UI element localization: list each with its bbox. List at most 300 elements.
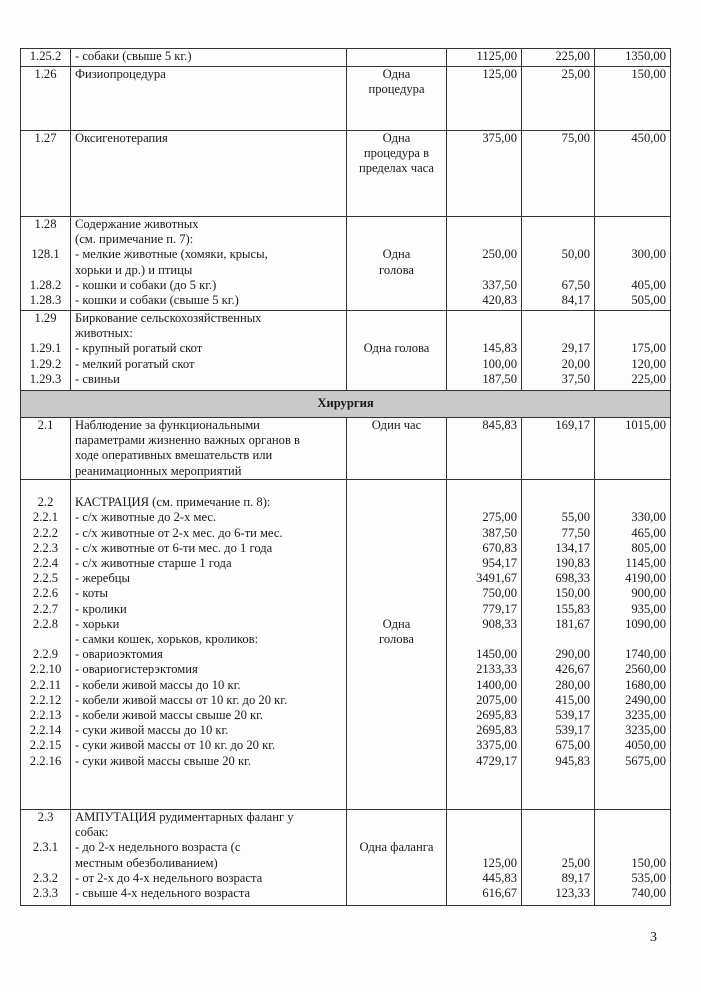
unit-of-measure-cell <box>347 311 447 391</box>
service-name: Содержание животных <box>75 217 199 231</box>
row-number: 2.2.14 <box>29 723 62 738</box>
vat-amount: 190,83 <box>555 555 590 570</box>
price-with-vat-cell <box>595 131 671 217</box>
price-without-vat: 275,00 <box>482 510 517 525</box>
table-row <box>21 480 671 810</box>
vat-amount: 675,00 <box>555 738 590 753</box>
price-with-vat <box>599 311 666 326</box>
service-name: - суки живой массы от 10 кг. до 20 кг. <box>75 738 276 753</box>
unit-of-measure-cell <box>347 67 447 131</box>
service-name: местным обезболиванием) <box>75 855 218 870</box>
vat-amount: 155,83 <box>555 601 590 616</box>
price-table-body-2 <box>21 418 671 906</box>
price-with-vat <box>599 495 666 510</box>
price-with-vat: 2560,00 <box>625 662 666 677</box>
row-number-cell <box>21 49 71 67</box>
unit-of-measure: пределах часа <box>358 161 435 176</box>
row-number: 2.3.3 <box>32 885 59 900</box>
unit-of-measure: голова <box>379 262 414 277</box>
service-name: параметрами жизненно важных органов в <box>75 433 300 448</box>
table-row <box>21 418 671 480</box>
service-name: ходе оперативных вмешательств или <box>75 448 273 463</box>
vat-amount <box>526 263 590 278</box>
unit-of-measure <box>351 753 442 768</box>
row-number <box>25 232 66 247</box>
row-number: 2.2.8 <box>32 616 59 631</box>
row-number: 2.1 <box>37 418 54 432</box>
page-number: 3 <box>650 930 657 945</box>
service-name: - свыше 4-х недельного возраста <box>75 886 251 901</box>
service-name-cell <box>71 49 347 67</box>
row-number-cell <box>21 311 71 391</box>
service-name: - мелкие животные (хомяки, крысы, <box>75 247 268 262</box>
row-number: 2.2.3 <box>32 540 59 555</box>
price-with-vat: 1145,00 <box>625 555 666 570</box>
row-number-cell <box>21 131 71 217</box>
price-without-vat: 187,50 <box>482 371 517 386</box>
vat-amount-cell <box>522 311 595 391</box>
unit-of-measure-cell <box>347 418 447 480</box>
price-without-vat: 670,83 <box>482 540 517 555</box>
row-number: 2.3.1 <box>32 840 59 855</box>
unit-of-measure <box>351 856 442 871</box>
vat-amount <box>526 217 590 232</box>
price-without-vat: 3375,00 <box>476 738 517 753</box>
row-number: 2.2.11 <box>29 677 62 692</box>
price-with-vat: 1350,00 <box>625 49 666 63</box>
row-number: 1.29.3 <box>29 371 62 386</box>
service-name: - жеребцы <box>75 571 130 586</box>
row-number: 1.25.2 <box>29 49 62 63</box>
price-with-vat <box>599 326 666 341</box>
unit-of-measure <box>351 677 442 692</box>
service-name: - овариоэктомия <box>75 647 163 662</box>
row-number: 2.2 <box>37 495 54 510</box>
vat-amount: 37,50 <box>561 371 590 386</box>
vat-amount <box>526 326 590 341</box>
service-name: - кобели живой массы свыше 20 кг. <box>75 708 264 723</box>
unit-of-measure <box>351 886 442 901</box>
price-with-vat: 175,00 <box>631 341 666 356</box>
vat-amount-cell <box>522 480 595 810</box>
vat-amount <box>526 232 590 247</box>
vat-amount: 50,00 <box>561 247 590 262</box>
price-with-vat: 740,00 <box>631 885 666 900</box>
price-without-vat <box>451 840 517 855</box>
vat-amount: 150,00 <box>555 586 590 601</box>
price-with-vat: 805,00 <box>631 540 666 555</box>
service-name: АМПУТАЦИЯ рудиментарных фаланг у <box>75 810 294 824</box>
unit-of-measure-cell <box>347 217 447 311</box>
price-with-vat <box>599 480 666 495</box>
price-without-vat: 145,83 <box>482 341 517 356</box>
unit-of-measure <box>351 693 442 708</box>
price-with-vat: 1680,00 <box>625 677 666 692</box>
unit-of-measure <box>351 480 442 495</box>
price-with-vat: 1015,00 <box>625 418 666 432</box>
unit-of-measure: Одна <box>382 247 411 262</box>
vat-amount: 290,00 <box>555 647 590 662</box>
row-number <box>25 856 66 871</box>
service-name: животных: <box>75 326 133 341</box>
service-name: хорьки и др.) и птицы <box>75 262 193 277</box>
price-with-vat: 4190,00 <box>625 571 666 586</box>
service-name: реанимационных мероприятий <box>75 463 242 478</box>
service-name: (см. примечание п. 7): <box>75 232 194 247</box>
vat-amount: 20,00 <box>561 356 590 371</box>
vat-amount: 539,17 <box>555 708 590 722</box>
row-number: 2.2.5 <box>32 571 59 586</box>
row-number <box>25 480 66 495</box>
vat-amount-cell <box>522 49 595 67</box>
price-without-vat: 3491,67 <box>476 571 517 586</box>
service-name: - кошки и собаки (до 5 кг.) <box>75 277 217 292</box>
price-with-vat: 535,00 <box>631 870 666 885</box>
vat-amount: 77,50 <box>561 525 590 540</box>
unit-of-measure <box>351 217 442 232</box>
unit-of-measure <box>351 510 442 525</box>
service-name: - кошки и собаки (свыше 5 кг.) <box>75 293 239 308</box>
vat-amount-cell <box>522 67 595 131</box>
price-without-vat: 954,17 <box>482 555 517 570</box>
vat-amount: 55,00 <box>561 510 590 525</box>
service-name-cell <box>71 131 347 217</box>
service-name: Наблюдение за функциональными <box>75 418 260 432</box>
row-number: 2.3 <box>37 810 54 824</box>
row-number-cell <box>21 810 71 906</box>
unit-of-measure: Одна голова <box>363 341 430 356</box>
vat-amount-cell <box>522 810 595 906</box>
unit-of-measure: процедура <box>368 82 425 97</box>
vat-amount: 280,00 <box>555 677 590 692</box>
price-without-vat: 445,83 <box>482 870 517 885</box>
row-number: 2.2.2 <box>32 525 59 540</box>
vat-amount: 84,17 <box>561 292 590 307</box>
price-with-vat: 1090,00 <box>625 616 666 631</box>
service-name: - с/х животные до 2-х мес. <box>75 510 217 525</box>
price-with-vat: 150,00 <box>631 67 666 81</box>
price-with-vat-cell <box>595 49 671 67</box>
service-name: - суки живой массы свыше 20 кг. <box>75 753 252 768</box>
unit-of-measure <box>351 708 442 723</box>
price-without-vat: 337,50 <box>482 277 517 292</box>
vat-amount: 169,17 <box>555 418 590 432</box>
row-number: 2.2.4 <box>32 556 59 570</box>
row-number: 2.2.13 <box>29 708 62 723</box>
row-number: 128.1 <box>31 247 60 262</box>
price-with-vat: 300,00 <box>631 247 666 262</box>
price-without-vat: 845,83 <box>482 418 517 432</box>
unit-of-measure: Один час <box>371 418 422 432</box>
price-with-vat: 900,00 <box>631 586 666 601</box>
vat-amount: 25,00 <box>561 67 590 81</box>
price-with-vat: 935,00 <box>631 601 666 616</box>
price-without-vat <box>451 326 517 341</box>
price-without-vat: 1450,00 <box>476 647 517 662</box>
service-name: Оксигенотерапия <box>75 131 168 145</box>
row-number: 1.29 <box>34 311 57 325</box>
row-number: 1.28.2 <box>29 277 62 292</box>
table-row <box>21 67 671 131</box>
service-name <box>75 480 342 495</box>
price-without-vat-cell <box>447 311 522 391</box>
vat-amount-cell <box>522 418 595 480</box>
unit-of-measure <box>351 293 442 308</box>
price-with-vat-cell <box>595 418 671 480</box>
unit-of-measure <box>351 357 442 372</box>
price-without-vat: 2075,00 <box>476 692 517 707</box>
price-with-vat <box>599 810 666 825</box>
vat-amount <box>526 825 590 840</box>
unit-of-measure: Одна фаланга <box>359 840 434 855</box>
row-number: 2.2.15 <box>29 738 62 753</box>
table-row <box>21 131 671 217</box>
price-without-vat <box>451 232 517 247</box>
service-name: - суки живой массы до 10 кг. <box>75 723 229 738</box>
price-without-vat <box>451 311 517 326</box>
price-without-vat: 2695,83 <box>476 723 517 738</box>
vat-amount-cell <box>522 217 595 311</box>
table-row <box>21 311 671 391</box>
service-name-cell <box>71 810 347 906</box>
service-name: - с/х животные от 6-ти мес. до 1 года <box>75 540 273 555</box>
price-with-vat-cell <box>595 217 671 311</box>
price-without-vat: 1400,00 <box>476 677 517 692</box>
vat-amount: 539,17 <box>555 723 590 738</box>
service-name: Физиопроцедура <box>75 67 166 81</box>
row-number: 2.2.7 <box>32 601 59 616</box>
price-without-vat-cell <box>447 131 522 217</box>
service-name: - до 2-х недельного возраста (с <box>75 840 241 855</box>
row-number <box>25 326 66 341</box>
unit-of-measure: Одна <box>382 616 411 631</box>
vat-amount: 698,33 <box>555 571 590 586</box>
vat-amount: 123,33 <box>555 885 590 900</box>
section-row <box>21 391 671 418</box>
price-without-vat: 2133,33 <box>476 662 517 677</box>
price-with-vat-cell <box>595 67 671 131</box>
row-number: 2.3.2 <box>32 870 59 885</box>
unit-of-measure <box>351 541 442 556</box>
service-name: - мелкий рогатый скот <box>75 356 195 371</box>
price-without-vat: 616,67 <box>482 885 517 900</box>
vat-amount <box>526 480 590 495</box>
row-number: 2.2.1 <box>32 510 59 525</box>
price-with-vat <box>599 232 666 247</box>
row-number: 1.26 <box>34 67 57 81</box>
vat-amount: 415,00 <box>555 692 590 707</box>
price-without-vat-cell <box>447 217 522 311</box>
price-with-vat-cell <box>595 311 671 391</box>
unit-of-measure: процедура в <box>363 146 430 161</box>
price-without-vat <box>451 480 517 495</box>
price-without-vat: 1125,00 <box>476 49 517 63</box>
service-name: - самки кошек, хорьков, кроликов: <box>75 632 259 647</box>
price-with-vat <box>599 263 666 278</box>
price-with-vat: 1740,00 <box>625 647 666 662</box>
row-number-cell <box>21 217 71 311</box>
service-name-cell <box>71 480 347 810</box>
price-without-vat: 250,00 <box>482 247 517 262</box>
vat-amount: 29,17 <box>561 341 590 356</box>
row-number: 2.2.10 <box>29 662 62 677</box>
price-with-vat: 505,00 <box>631 292 666 307</box>
row-number: 1.29.1 <box>29 341 62 356</box>
price-with-vat: 450,00 <box>631 131 666 145</box>
price-without-vat: 2695,83 <box>476 708 517 722</box>
service-name: - свиньи <box>75 371 120 386</box>
service-name: - с/х животные старше 1 года <box>75 556 232 570</box>
price-without-vat: 125,00 <box>482 67 517 81</box>
unit-of-measure <box>351 311 442 326</box>
service-name: - кролики <box>75 601 127 616</box>
unit-of-measure <box>351 326 442 341</box>
vat-amount <box>526 311 590 326</box>
vat-amount <box>526 632 590 647</box>
row-number: 1.27 <box>34 131 57 145</box>
vat-amount: 67,50 <box>561 277 590 292</box>
service-name-cell <box>71 418 347 480</box>
unit-of-measure <box>351 662 442 677</box>
unit-of-measure <box>351 526 442 541</box>
row-number <box>25 632 66 647</box>
service-name: - хорьки <box>75 616 120 631</box>
unit-of-measure <box>351 723 442 738</box>
unit-of-measure <box>351 586 442 601</box>
row-number <box>25 825 66 840</box>
vat-amount: 89,17 <box>561 870 590 885</box>
price-without-vat-cell <box>447 67 522 131</box>
price-without-vat: 779,17 <box>482 601 517 616</box>
vat-amount <box>526 810 590 825</box>
vat-amount: 181,67 <box>555 616 590 631</box>
price-with-vat: 3235,00 <box>625 723 666 738</box>
price-with-vat: 405,00 <box>631 277 666 292</box>
unit-of-measure <box>351 495 442 510</box>
price-without-vat: 750,00 <box>482 586 517 601</box>
row-number: 2.2.16 <box>29 753 62 768</box>
price-without-vat: 4729,17 <box>476 753 517 768</box>
unit-of-measure <box>351 810 442 825</box>
unit-of-measure-cell <box>347 131 447 217</box>
price-with-vat: 465,00 <box>631 525 666 540</box>
service-name: - крупный рогатый скот <box>75 341 203 356</box>
price-without-vat <box>451 632 517 647</box>
price-without-vat <box>451 263 517 278</box>
unit-of-measure <box>351 647 442 662</box>
service-name: Биркование сельскохозяйственных <box>75 311 262 325</box>
row-number: 1.28 <box>34 217 57 231</box>
price-with-vat: 225,00 <box>631 371 666 386</box>
price-without-vat: 908,33 <box>482 616 517 631</box>
vat-amount: 75,00 <box>561 131 590 145</box>
service-name: - собаки (свыше 5 кг.) <box>75 49 192 63</box>
price-without-vat <box>451 810 517 825</box>
row-number <box>25 263 66 278</box>
service-name: - кобели живой массы от 10 кг. до 20 кг. <box>75 692 288 707</box>
service-name: - от 2-х до 4-х недельного возраста <box>75 870 263 885</box>
unit-of-measure <box>351 278 442 293</box>
price-with-vat-cell <box>595 810 671 906</box>
price-with-vat: 3235,00 <box>625 708 666 722</box>
price-without-vat <box>451 769 517 784</box>
unit-of-measure: голова <box>379 631 414 646</box>
service-name: - коты <box>75 586 108 601</box>
vat-amount: 134,17 <box>555 540 590 555</box>
vat-amount <box>526 495 590 510</box>
service-name: КАСТРАЦИЯ (см. примечание п. 8): <box>75 495 271 510</box>
price-without-vat: 375,00 <box>482 131 517 145</box>
unit-of-measure <box>351 602 442 617</box>
price-without-vat-cell <box>447 418 522 480</box>
price-without-vat <box>451 825 517 840</box>
row-number: 2.2.12 <box>29 692 62 707</box>
row-number: 1.29.2 <box>29 356 62 371</box>
unit-of-measure <box>351 825 442 840</box>
unit-of-measure <box>351 232 442 247</box>
row-number: 1.28.3 <box>29 292 62 307</box>
table-row <box>21 217 671 311</box>
vat-amount <box>526 840 590 855</box>
price-without-vat: 387,50 <box>482 525 517 540</box>
unit-of-measure <box>351 738 442 753</box>
unit-of-measure <box>351 556 442 571</box>
price-without-vat: 100,00 <box>482 356 517 371</box>
price-with-vat: 5675,00 <box>625 753 666 768</box>
unit-of-measure <box>351 571 442 586</box>
row-number: 2.2.9 <box>32 647 59 662</box>
price-with-vat: 2490,00 <box>625 692 666 707</box>
unit-of-measure-cell <box>347 810 447 906</box>
unit-of-measure-cell <box>347 49 447 67</box>
price-without-vat-cell <box>447 480 522 810</box>
price-without-vat <box>451 217 517 232</box>
price-without-vat <box>451 495 517 510</box>
price-with-vat <box>599 840 666 855</box>
vat-amount: 225,00 <box>555 49 590 63</box>
price-with-vat <box>599 632 666 647</box>
service-name: собак: <box>75 825 109 840</box>
service-name-cell <box>71 67 347 131</box>
price-with-vat <box>599 769 666 784</box>
row-number <box>25 769 66 784</box>
price-with-vat: 330,00 <box>631 510 666 525</box>
service-name <box>75 769 342 784</box>
vat-amount-cell <box>522 131 595 217</box>
price-with-vat: 150,00 <box>631 855 666 870</box>
row-number-cell <box>21 418 71 480</box>
vat-amount: 945,83 <box>555 753 590 768</box>
price-with-vat-cell <box>595 480 671 810</box>
unit-of-measure <box>351 769 442 784</box>
service-name: - овариогистерэктомия <box>75 662 198 677</box>
row-number-cell <box>21 67 71 131</box>
table-row <box>21 810 671 906</box>
section-title: Хирургия <box>21 391 671 418</box>
unit-of-measure: Одна <box>382 131 411 145</box>
service-name-cell <box>71 217 347 311</box>
row-number: 2.2.6 <box>32 586 59 601</box>
price-with-vat <box>599 825 666 840</box>
service-name-cell <box>71 311 347 391</box>
table-row <box>21 49 671 67</box>
price-without-vat-cell <box>447 49 522 67</box>
unit-of-measure <box>351 372 442 387</box>
price-with-vat: 4050,00 <box>625 738 666 753</box>
vat-amount: 25,00 <box>561 855 590 870</box>
section-row-group <box>21 391 671 418</box>
unit-of-measure-cell <box>347 480 447 810</box>
